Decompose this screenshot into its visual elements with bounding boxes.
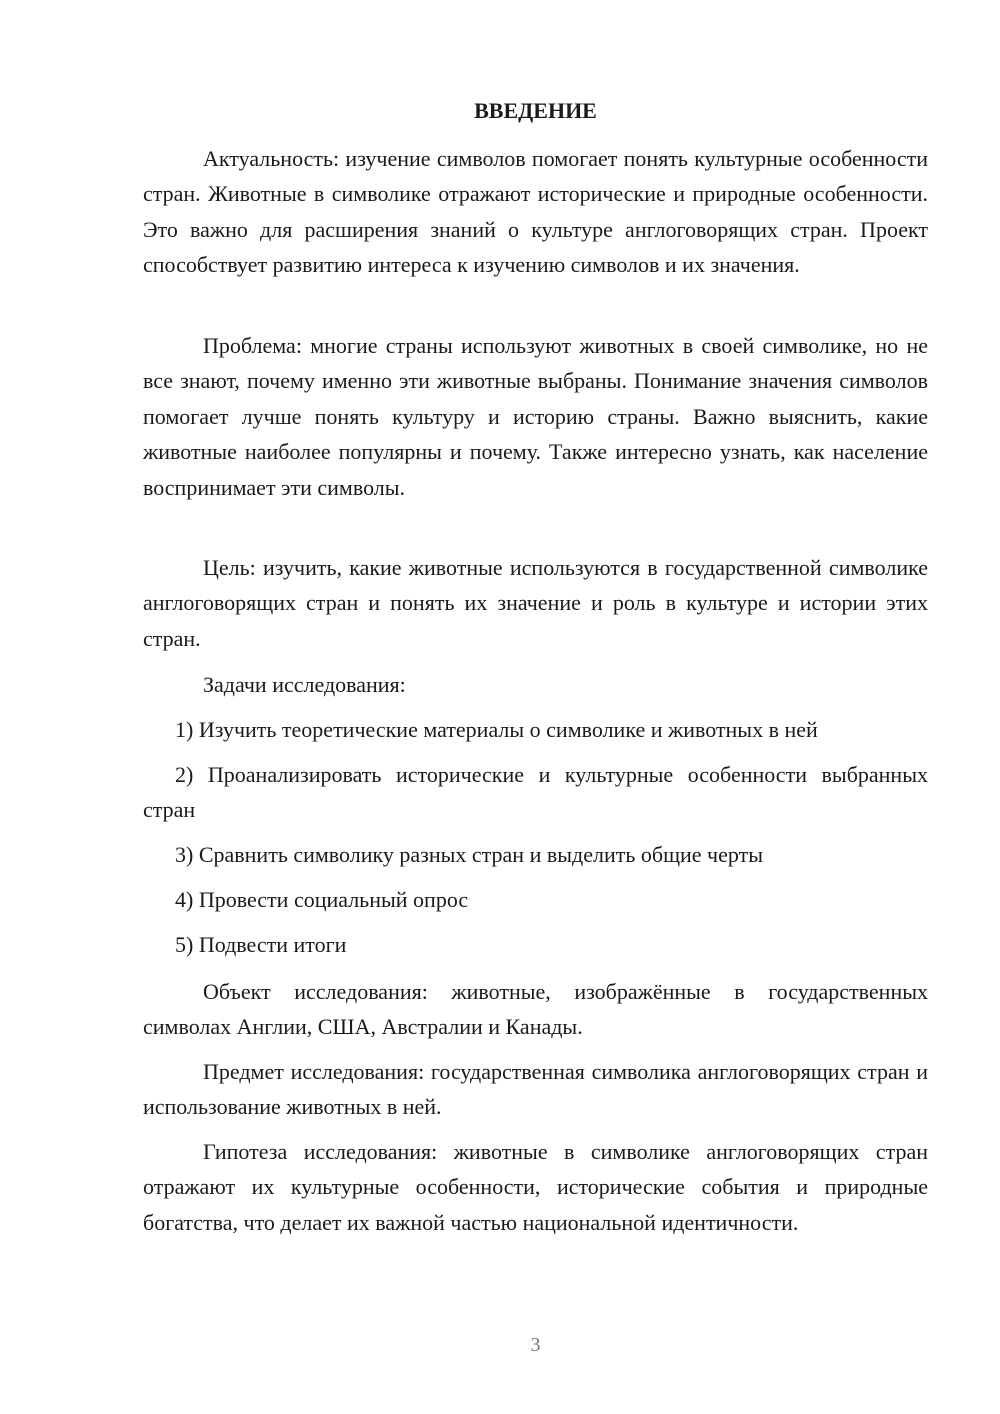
task-item-2: 2) Проанализировать исторические и культурные особенности выбранных стран [143,762,928,823]
task-item-3: 3) Сравнить символику разных стран и выделить общие черты [175,842,763,867]
relevance-paragraph: Актуальность: изучение символов помогает понять культурные особенности стран. Животные в символике отражают исторические и природные особенности. Это важно для расширения знаний о культуре англоговорящих стран. Проект способствует развитию интереса к изучению символов и их значения. [143,146,928,278]
problem-paragraph: Проблема: многие страны используют животных в своей символике, но не все знают, почему именно эти животные выбраны. Понимание значения символов помогает лучше понять культуру и историю страны. Важно выяснить, какие животные наиболее популярны и почему. Также интересно узнать, как население воспринимает эти символы. [143,333,928,500]
page-number: 3 [530,1334,541,1356]
goal-paragraph: Цель: изучить, какие животные используются в государственной символике англоговорящих стран и понять их значение и роль в культуре и истории этих стран. [143,555,928,651]
page-title: ВВЕДЕНИЕ [474,98,597,123]
document-page [143,0,928,1414]
object-paragraph: Объект исследования: животные, изображённые в государственных символах Англии, США, Австралии и Канады. [143,979,928,1040]
task-item-1: 1) Изучить теоретические материалы о символике и животных в ней [175,717,818,742]
task-item-5: 5) Подвести итоги [175,932,347,957]
hypothesis-paragraph: Гипотеза исследования: животные в символике англоговорящих стран отражают их культурные особенности, исторические события и природные богатства, что делает их важной частью национальной идентичности. [143,1139,928,1235]
task-item-4: 4) Провести социальный опрос [175,887,469,912]
subject-paragraph: Предмет исследования: государственная символика англоговорящих стран и использование животных в ней. [143,1059,928,1120]
tasks-heading: Задачи исследования: [203,672,406,697]
